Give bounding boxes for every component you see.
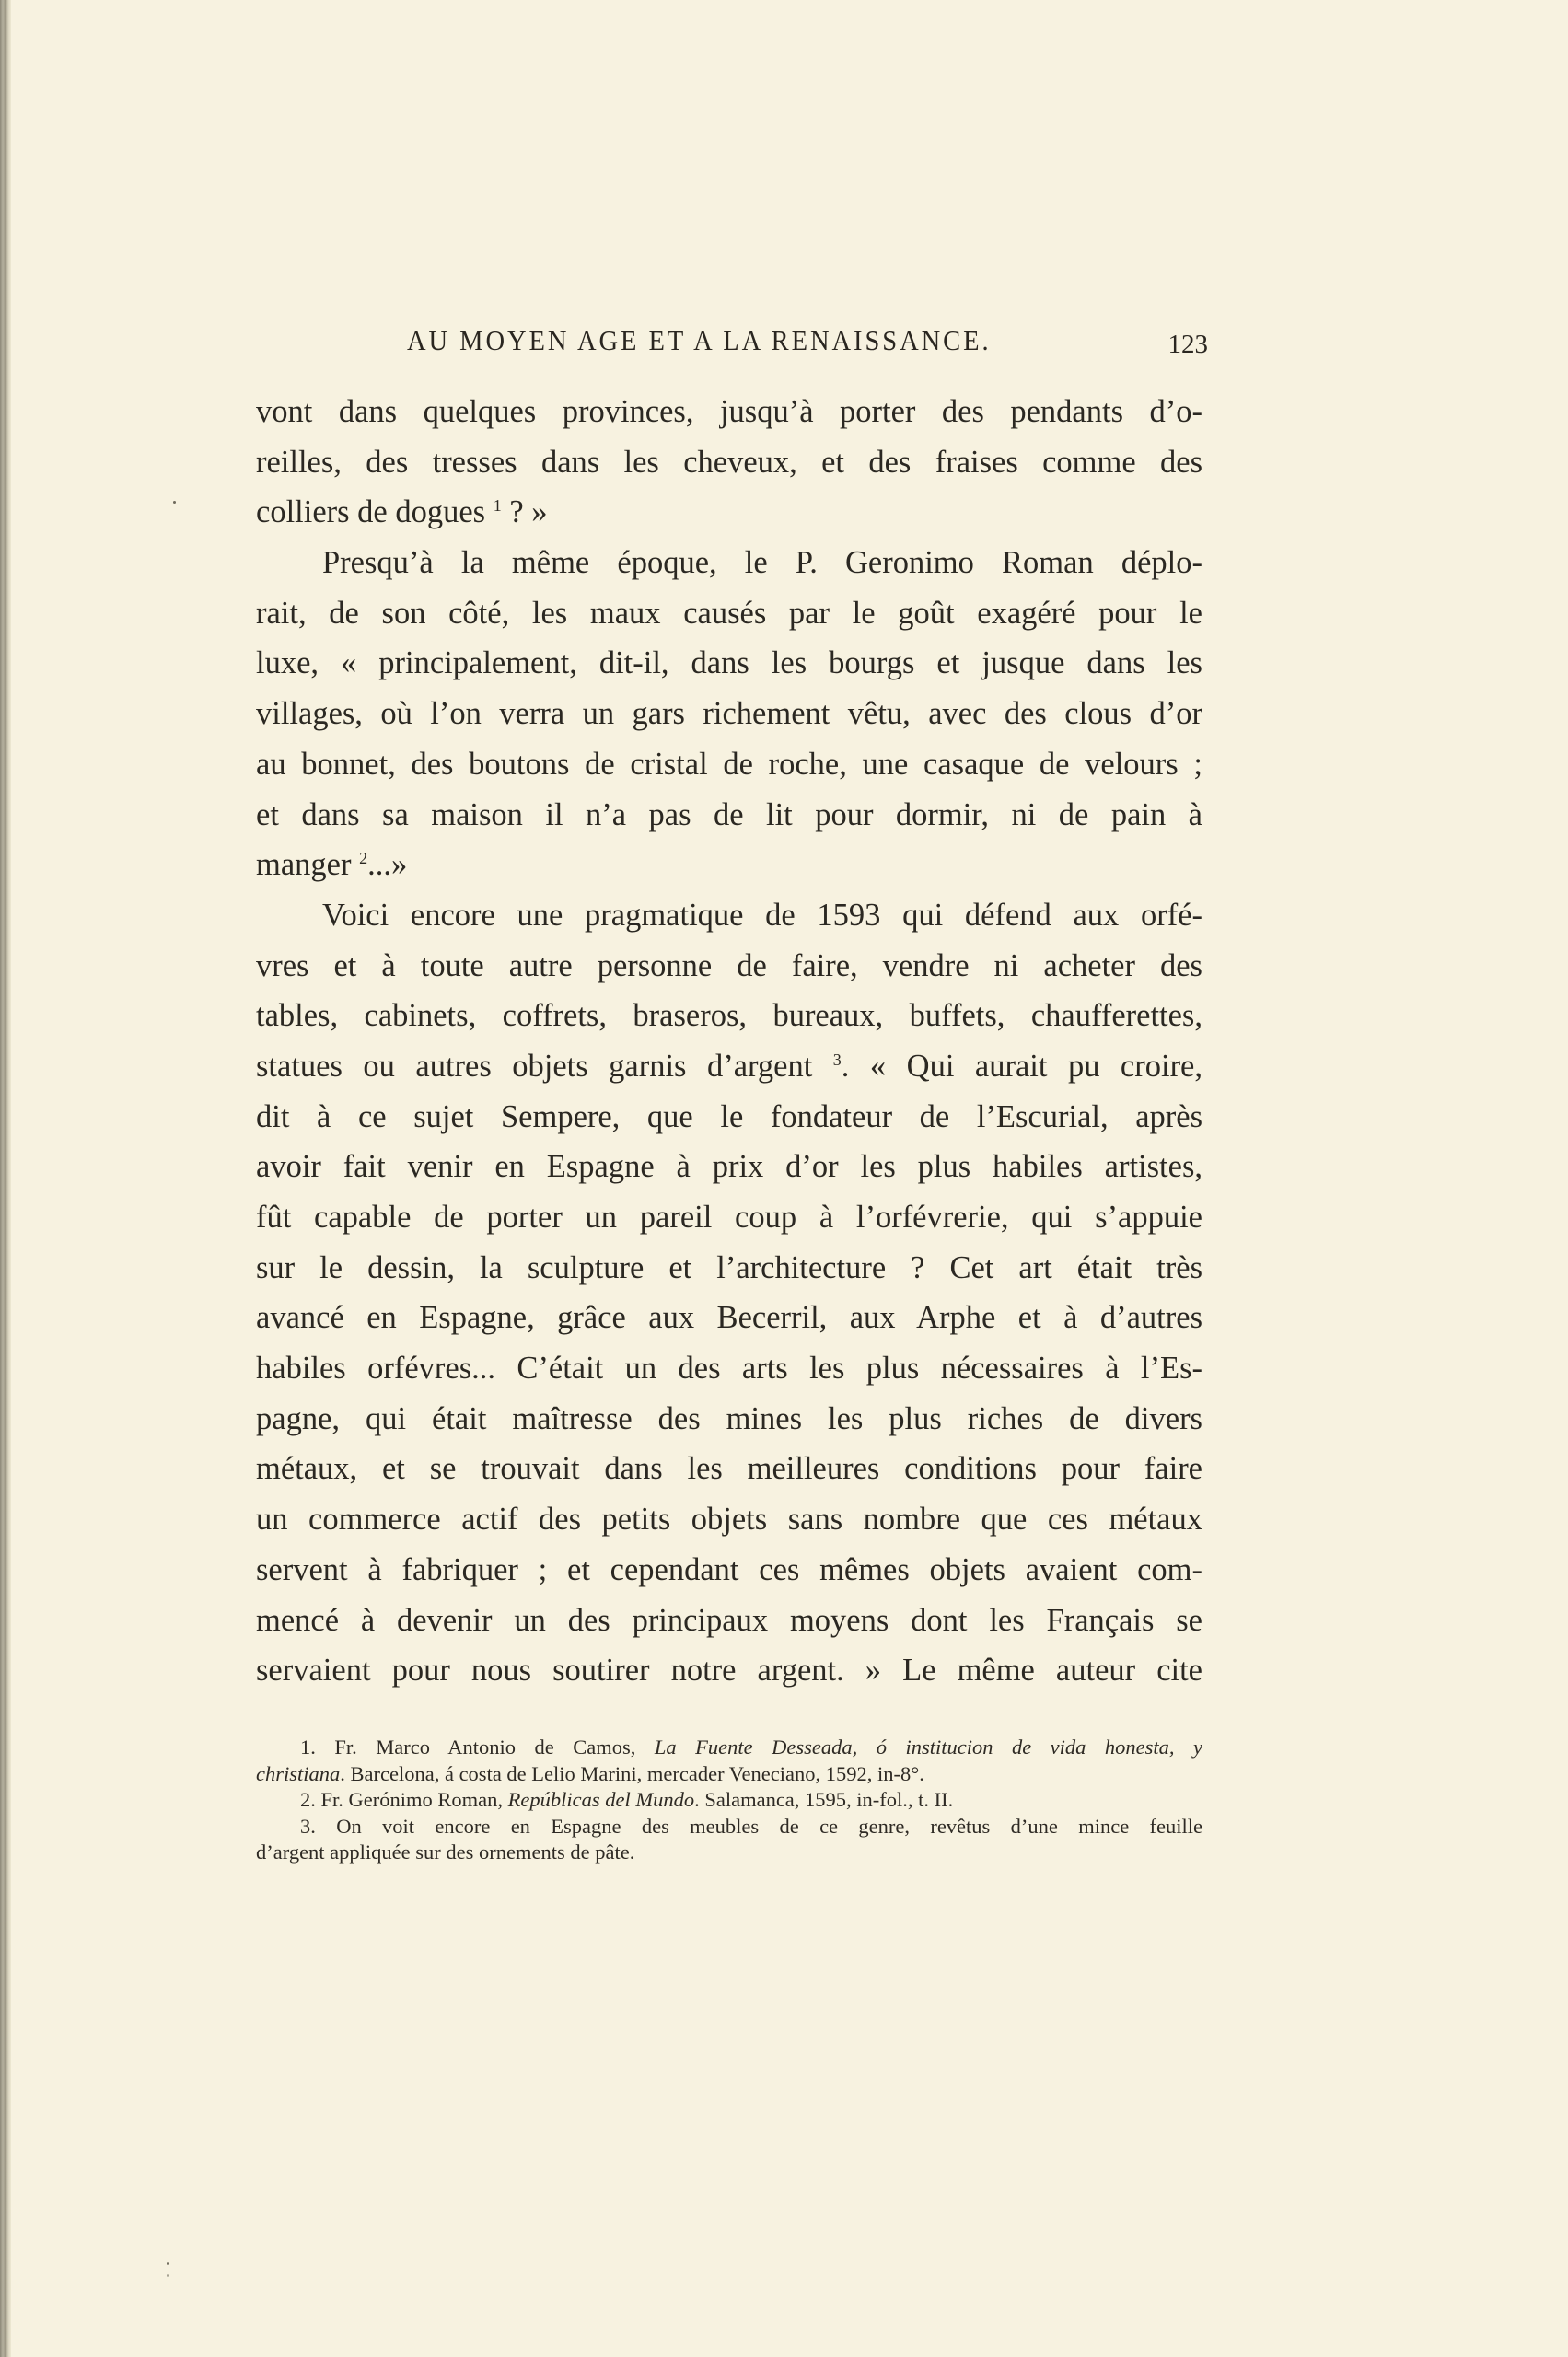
body-line: vont dans quelques provinces, jusqu’à porter des pendants d’o- (256, 394, 1202, 429)
body-line-text: manger (256, 847, 352, 883)
footnote-number: 2. (300, 1788, 316, 1811)
footnote-ref[interactable]: 3 (832, 1050, 842, 1069)
footnote-text: On voit encore en Espagne des meubles de ce genre, revêtus d’une mince feuille (315, 1814, 1202, 1838)
body-text (256, 387, 1202, 1696)
body-line: tables, cabinets, coffrets, braseros, bureaux, buffets, chaufferettes, (256, 998, 1202, 1034)
footnote-title: christiana (256, 1761, 341, 1785)
body-line: villages, où l’on verra un gars richement vêtu, avec des clous d’or (256, 696, 1202, 732)
body-line-text: ...» (367, 847, 408, 883)
running-title: AU MOYEN AGE ET A LA RENAISSANCE. (407, 324, 992, 356)
body-line: au bonnet, des boutons de cristal de roche, une casaque de velours ; (256, 746, 1202, 782)
footnote-text: . Barcelona, á costa de Lelio Marini, mercader Veneciano, 1592, in-8°. (340, 1761, 924, 1785)
body-line (256, 840, 1202, 890)
body-line-text: ? » (501, 494, 548, 530)
body-line: avoir fait venir en Espagne à prix d’or les plus habiles artistes, (256, 1149, 1202, 1185)
footnote-text: Fr. Marco Antonio de Camos, (315, 1736, 655, 1759)
body-line: et dans sa maison il n’a pas de lit pour dormir, ni de pain à (256, 796, 1202, 832)
page-number: 123 (1167, 330, 1208, 359)
body-line: servent à fabriquer ; et cependant ces mêmes objets avaient com- (256, 1551, 1202, 1587)
footnote-3-cont: d’argent appliquée sur des ornements de pâte. (256, 1840, 635, 1864)
body-line: pagne, qui était maîtresse des mines les plus riches de divers (256, 1400, 1202, 1436)
body-line: luxe, « principalement, dit-il, dans les bourgs et jusque dans les (256, 645, 1202, 681)
footnote-ref[interactable]: 1 (493, 496, 502, 516)
body-line: un commerce actif des petits objets sans nombre que ces métaux (256, 1502, 1202, 1538)
body-line: sur le dessin, la sculpture et l’architecture ? Cet art était très (256, 1249, 1202, 1285)
paper-speck (173, 501, 176, 504)
book-binding-edge (0, 0, 11, 2357)
body-line: servaient pour nous soutirer notre argent. » Le même auteur cite (256, 1653, 1202, 1689)
footnote-3 (256, 1814, 1202, 1840)
footnote-text: . Salamanca, 1595, in-fol., t. II. (694, 1788, 954, 1811)
body-line: avancé en Espagne, grâce aux Becerril, aux Arphe et à d’autres (256, 1300, 1202, 1336)
body-line: mencé à devenir un des principaux moyens dont les Français se (256, 1602, 1202, 1638)
paragraph-start: Presqu’à la même époque, le P. Geronimo Roman déplo- (322, 545, 1202, 581)
paper-speck (167, 2262, 169, 2265)
footnote-title: La Fuente Desseada, ó institucion de vida honesta, y (654, 1736, 1203, 1759)
body-line: dit à ce sujet Sempere, que le fondateur de l’Escurial, après (256, 1098, 1202, 1134)
body-line: reilles, des tresses dans les cheveux, et des fraises comme des (256, 444, 1202, 480)
footnote-number: 1. (300, 1736, 316, 1759)
footnotes (256, 1735, 1202, 1866)
body-line: rait, de son côté, les maux causés par le goût exagéré pour le (256, 595, 1202, 631)
paper-speck (167, 2274, 169, 2277)
paragraph-start: Voici encore une pragmatique de 1593 qui défend aux orfé- (322, 897, 1202, 933)
footnote-ref[interactable]: 2 (359, 849, 368, 868)
running-head (407, 324, 1208, 370)
footnote-1-cont (256, 1761, 1202, 1788)
body-line: métaux, et se trouvait dans les meilleures conditions pour faire (256, 1451, 1202, 1487)
footnote-2 (256, 1787, 1202, 1814)
footnote-text: Fr. Gerónimo Roman, (315, 1788, 508, 1811)
footnote-number: 3. (300, 1814, 316, 1838)
body-line: vres et à toute autre personne de faire, vendre ni acheter des (256, 947, 1202, 983)
footnote-1 (256, 1735, 1202, 1761)
body-line (256, 1041, 1202, 1092)
body-line-text: statues ou autres objets garnis d’argent (256, 1048, 813, 1084)
footnote-title: Repúblicas del Mundo (507, 1788, 695, 1811)
body-line: fût capable de porter un pareil coup à l’orfévrerie, qui s’appuie (256, 1200, 1202, 1235)
body-line (256, 487, 1202, 538)
body-line-text: colliers de dogues (256, 494, 486, 530)
body-line: habiles orfévres... C’était un des arts les plus nécessaires à l’Es- (256, 1351, 1202, 1387)
body-line-text: . « Qui aurait pu croire, (841, 1048, 1202, 1084)
